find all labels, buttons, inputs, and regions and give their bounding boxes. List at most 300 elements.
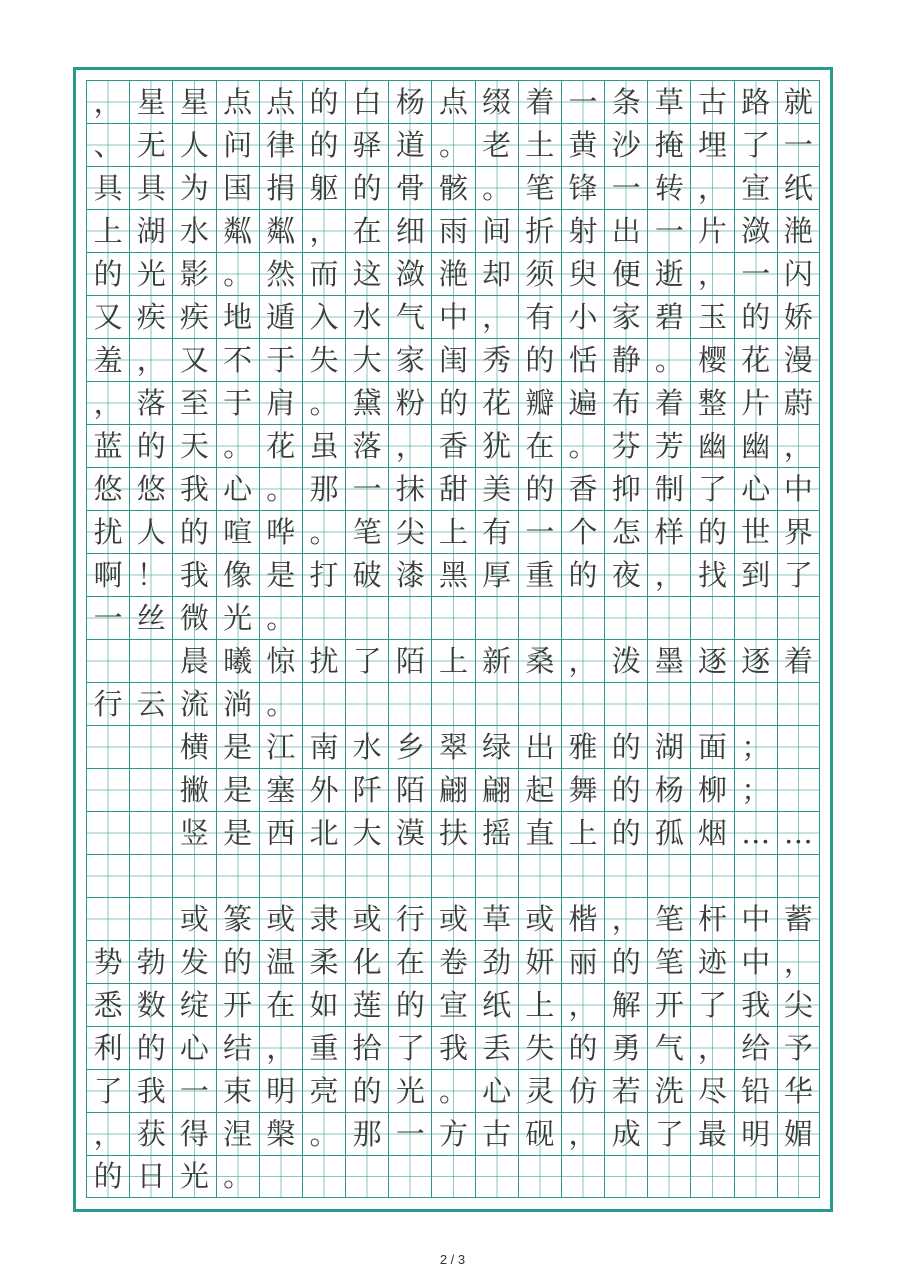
grid-cell: 着 [647,381,690,424]
grid-cell: 整 [690,381,733,424]
grid-cell: 在 [345,209,388,252]
grid-cell: 哗 [259,510,302,553]
grid-cell [129,897,172,940]
grid-cell: ， [647,553,690,596]
grid-cell: 媚 [777,1112,820,1155]
grid-cell: 疾 [172,295,215,338]
grid-cell: ； [734,725,777,768]
grid-cell: ， [690,166,733,209]
grid-cell: 却 [475,252,518,295]
grid-cell: 找 [690,553,733,596]
grid-cell: 纸 [777,166,820,209]
grid-cell [431,596,474,639]
grid-cell: 我 [734,983,777,1026]
grid-cell: 家 [388,338,431,381]
grid-cell: 外 [302,768,345,811]
grid-cell: 仿 [561,1069,604,1112]
grid-cell: 。 [216,252,259,295]
grid-cell [129,854,172,897]
grid-cell: 在 [388,940,431,983]
grid-cell: ， [86,1112,129,1155]
grid-cell: 捐 [259,166,302,209]
grid-cell: 光 [129,252,172,295]
grid-cell: 勇 [604,1026,647,1069]
grid-cell: ， [302,209,345,252]
grid-cell: 间 [475,209,518,252]
grid-cell: 秀 [475,338,518,381]
grid-cell: 南 [302,725,345,768]
grid-cell: 束 [216,1069,259,1112]
grid-cell: 锋 [561,166,604,209]
grid-cell [518,596,561,639]
grid-cell: 那 [302,467,345,510]
grid-cell: 楷 [561,897,604,940]
grid-cell [216,854,259,897]
grid-cell: 一 [777,123,820,166]
grid-cell: 绿 [475,725,518,768]
grid-cell: 撇 [172,768,215,811]
grid-cell: 一 [647,209,690,252]
grid-cell: 如 [302,983,345,1026]
grid-cell: 桑 [518,639,561,682]
grid-cell: 洗 [647,1069,690,1112]
grid-cell: 土 [518,123,561,166]
grid-cell: 心 [172,1026,215,1069]
grid-cell: 悉 [86,983,129,1026]
grid-cell: 喧 [216,510,259,553]
grid-cell: 花 [734,338,777,381]
grid-cell [431,854,474,897]
grid-cell: 又 [86,295,129,338]
grid-cell [475,854,518,897]
grid-cell: 瓣 [518,381,561,424]
grid-cell: 纸 [475,983,518,1026]
grid-cell [302,1155,345,1198]
grid-cell: 无 [129,123,172,166]
grid-cell: 我 [172,553,215,596]
grid-cell: ， [690,1026,733,1069]
grid-cell: 啊 [86,553,129,596]
grid-cell: 大 [345,338,388,381]
grid-cell [647,1155,690,1198]
grid-cell: 开 [647,983,690,1026]
grid-cell: 香 [431,424,474,467]
grid-cell: 蓝 [86,424,129,467]
grid-cell: 路 [734,80,777,123]
grid-cell: 的 [690,510,733,553]
grid-cell: 一 [345,467,388,510]
grid-cell: 界 [777,510,820,553]
grid-cell: 雨 [431,209,474,252]
grid-cell: 笔 [647,940,690,983]
grid-cell: 灵 [518,1069,561,1112]
grid-cell [475,596,518,639]
grid-cell: 发 [172,940,215,983]
grid-cell: 扶 [431,811,474,854]
grid-cell: 宣 [431,983,474,1026]
grid-cell: 扰 [86,510,129,553]
grid-cell: 点 [431,80,474,123]
grid-cell: 驿 [345,123,388,166]
grid-cell [734,596,777,639]
grid-cell: ， [259,1026,302,1069]
grid-cell: 最 [690,1112,733,1155]
grid-cell [734,854,777,897]
grid-cell: 娇 [777,295,820,338]
grid-cell: 重 [518,553,561,596]
grid-cell: 面 [690,725,733,768]
grid-cell: 心 [216,467,259,510]
grid-cell: 。 [302,1112,345,1155]
grid-cell: 光 [388,1069,431,1112]
grid-cell: 。 [431,1069,474,1112]
grid-cell [86,768,129,811]
grid-cell: 一 [86,596,129,639]
grid-cell: 曦 [216,639,259,682]
grid-cell: 柳 [690,768,733,811]
grid-cell: 道 [388,123,431,166]
grid-cell: 杨 [647,768,690,811]
grid-cell: 的 [345,1069,388,1112]
grid-cell [431,1155,474,1198]
grid-cell: 的 [431,381,474,424]
grid-cell [475,682,518,725]
grid-cell: 杨 [388,80,431,123]
grid-cell: 骸 [431,166,474,209]
grid-cell: 的 [604,940,647,983]
grid-cell: 芳 [647,424,690,467]
grid-cell: 微 [172,596,215,639]
grid-cell: 墨 [647,639,690,682]
grid-cell [388,1155,431,1198]
grid-cell [86,811,129,854]
grid-cell: 至 [172,381,215,424]
grid-cell: 为 [172,166,215,209]
grid-cell: 获 [129,1112,172,1155]
grid-cell: 了 [345,639,388,682]
grid-cell: 横 [172,725,215,768]
grid-cell [777,854,820,897]
grid-cell: 一 [388,1112,431,1155]
grid-cell: 的 [734,295,777,338]
grid-cell: 方 [431,1112,474,1155]
grid-cell [604,682,647,725]
grid-cell: 。 [259,467,302,510]
grid-cell: ， [561,1112,604,1155]
grid-cell: 射 [561,209,604,252]
grid-cell: 的 [561,1026,604,1069]
grid-cell: 江 [259,725,302,768]
grid-cell: 那 [345,1112,388,1155]
grid-cell [86,897,129,940]
grid-cell: 或 [518,897,561,940]
grid-cell: 一 [734,252,777,295]
grid-cell: 影 [172,252,215,295]
grid-cell: 夜 [604,553,647,596]
grid-cell [518,1155,561,1198]
grid-cell: 一 [518,510,561,553]
grid-cell: 具 [86,166,129,209]
grid-cell: 样 [647,510,690,553]
grid-cell: 水 [345,295,388,338]
grid-cell [690,596,733,639]
grid-cell: 的 [302,123,345,166]
grid-cell: 的 [172,510,215,553]
grid-cell: 须 [518,252,561,295]
grid-cell: 温 [259,940,302,983]
grid-cell: 转 [647,166,690,209]
grid-cell: 草 [475,897,518,940]
grid-cell: 缀 [475,80,518,123]
grid-cell: 北 [302,811,345,854]
grid-cell: 布 [604,381,647,424]
grid-cell: 上 [561,811,604,854]
grid-cell: 幽 [734,424,777,467]
grid-cell: 妍 [518,940,561,983]
grid-cell: 不 [216,338,259,381]
grid-cell: 的 [216,940,259,983]
grid-cell: 云 [129,682,172,725]
grid-cell: … [777,811,820,854]
grid-cell: 点 [216,80,259,123]
grid-cell: 老 [475,123,518,166]
grid-cell: 花 [259,424,302,467]
grid-cell: 着 [777,639,820,682]
grid-cell: 国 [216,166,259,209]
grid-cell: 杆 [690,897,733,940]
grid-cell: 的 [86,252,129,295]
grid-cell: 我 [172,467,215,510]
grid-cell: 笔 [345,510,388,553]
grid-cell: 到 [734,553,777,596]
grid-cell: 臾 [561,252,604,295]
grid-cell: 水 [172,209,215,252]
grid-cell: 潋 [388,252,431,295]
grid-cell: 羞 [86,338,129,381]
grid-cell [690,682,733,725]
grid-cell: 的 [129,1026,172,1069]
grid-cell: 制 [647,467,690,510]
grid-cell: 蔚 [777,381,820,424]
grid-cell: 化 [345,940,388,983]
grid-cell: 柔 [302,940,345,983]
grid-cell [259,1155,302,1198]
grid-cell [302,854,345,897]
grid-cell: 又 [172,338,215,381]
grid-cell: 一 [172,1069,215,1112]
grid-cell: 或 [259,897,302,940]
grid-cell: ， [690,252,733,295]
grid-cell: 地 [216,295,259,338]
grid-cell: 笔 [518,166,561,209]
grid-cell: 气 [647,1026,690,1069]
grid-cell: 的 [129,424,172,467]
grid-cell: 阡 [345,768,388,811]
grid-cell: 虽 [302,424,345,467]
grid-cell: 湖 [129,209,172,252]
grid-cell: 我 [431,1026,474,1069]
grid-cell: 入 [302,295,345,338]
grid-cell: 失 [518,1026,561,1069]
grid-cell: 折 [518,209,561,252]
grid-cell: 了 [690,467,733,510]
grid-cell: 行 [388,897,431,940]
grid-cell [561,682,604,725]
grid-cell [734,682,777,725]
grid-cell: 有 [518,295,561,338]
grid-cell: 逐 [734,639,777,682]
grid-cell: 出 [604,209,647,252]
grid-cell: 雅 [561,725,604,768]
grid-cell: 疾 [129,295,172,338]
grid-cell: 心 [475,1069,518,1112]
grid-cell [647,854,690,897]
grid-cell: 我 [129,1069,172,1112]
grid-cell: 塞 [259,768,302,811]
grid-cell: 在 [259,983,302,1026]
grid-cell: ， [388,424,431,467]
grid-cell: 这 [345,252,388,295]
grid-cell: 是 [216,811,259,854]
grid-cell: 漠 [388,811,431,854]
grid-cell: 人 [172,123,215,166]
grid-cell: 心 [734,467,777,510]
grid-cell: 了 [690,983,733,1026]
grid-cell [604,854,647,897]
grid-cell: 芬 [604,424,647,467]
grid-cell: ； [734,768,777,811]
grid-cell: 细 [388,209,431,252]
grid-cell: 宣 [734,166,777,209]
grid-cell: 直 [518,811,561,854]
grid-cell: 尽 [690,1069,733,1112]
grid-cell: 。 [302,510,345,553]
grid-cell: 中 [777,467,820,510]
grid-cell: 的 [604,725,647,768]
grid-cell: 的 [345,166,388,209]
grid-cell: 犹 [475,424,518,467]
grid-cell [129,768,172,811]
grid-cell: 若 [604,1069,647,1112]
grid-cell: 尖 [388,510,431,553]
grid-cell: 蓄 [777,897,820,940]
grid-cell: 解 [604,983,647,1026]
grid-cell: 晨 [172,639,215,682]
grid-cell [129,639,172,682]
grid-cell: 了 [734,123,777,166]
grid-cell [345,854,388,897]
grid-cell: 中 [734,897,777,940]
grid-cell: 而 [302,252,345,295]
grid-cell: 逐 [690,639,733,682]
grid-cell: 闪 [777,252,820,295]
grid-cell: 滟 [777,209,820,252]
grid-cell: 是 [216,725,259,768]
grid-cell: 上 [431,639,474,682]
grid-cell: 。 [561,424,604,467]
grid-cell: 了 [647,1112,690,1155]
grid-cell [518,682,561,725]
grid-cell: 利 [86,1026,129,1069]
grid-cell: 陌 [388,768,431,811]
grid-cell: 漫 [777,338,820,381]
grid-cell [690,854,733,897]
grid-cell: 便 [604,252,647,295]
grid-cell: 骨 [388,166,431,209]
grid-cell [302,596,345,639]
grid-cell: 落 [345,424,388,467]
grid-cell [777,596,820,639]
grid-cell: 掩 [647,123,690,166]
grid-cell: 绽 [172,983,215,1026]
grid-cell: 的 [518,338,561,381]
grid-cell [86,725,129,768]
grid-cell [777,768,820,811]
grid-cell: 漆 [388,553,431,596]
grid-cell: 碧 [647,295,690,338]
grid-cell: 开 [216,983,259,1026]
grid-cell: 笔 [647,897,690,940]
grid-cell: 条 [604,80,647,123]
grid-cell: 古 [475,1112,518,1155]
grid-cell: 予 [777,1026,820,1069]
grid-cell: 悠 [129,467,172,510]
grid-cell: 上 [518,983,561,1026]
grid-cell: 破 [345,553,388,596]
grid-cell: 卷 [431,940,474,983]
grid-cell: 。 [302,381,345,424]
grid-cell: 粼 [216,209,259,252]
grid-cell: 天 [172,424,215,467]
grid-cell: 丝 [129,596,172,639]
grid-cell: 勃 [129,940,172,983]
grid-cell: 片 [734,381,777,424]
grid-cell: 扰 [302,639,345,682]
grid-cell [129,725,172,768]
grid-cell: 劲 [475,940,518,983]
grid-cell: 铅 [734,1069,777,1112]
grid-cell: 家 [604,295,647,338]
grid-cell: 。 [431,123,474,166]
grid-cell: 悠 [86,467,129,510]
grid-cell: 是 [216,768,259,811]
grid-cell: ， [777,424,820,467]
grid-cell: 人 [129,510,172,553]
grid-cell [388,854,431,897]
grid-cell: 篆 [216,897,259,940]
grid-cell: 得 [172,1112,215,1155]
grid-cell: 幽 [690,424,733,467]
grid-cell [345,1155,388,1198]
grid-cell: ， [561,983,604,1026]
grid-cell [604,596,647,639]
grid-cell: 打 [302,553,345,596]
grid-cell: 玉 [690,295,733,338]
grid-cell: 惊 [259,639,302,682]
grid-cell: 涅 [216,1112,259,1155]
grid-cell: 粼 [259,209,302,252]
grid-cell: 气 [388,295,431,338]
grid-cell: 。 [259,596,302,639]
grid-cell [431,682,474,725]
grid-cell: 孤 [647,811,690,854]
grid-cell: 静 [604,338,647,381]
grid-cell: 上 [431,510,474,553]
grid-cell: 。 [647,338,690,381]
grid-cell: 乡 [388,725,431,768]
grid-cell: 中 [431,295,474,338]
grid-cell: 个 [561,510,604,553]
